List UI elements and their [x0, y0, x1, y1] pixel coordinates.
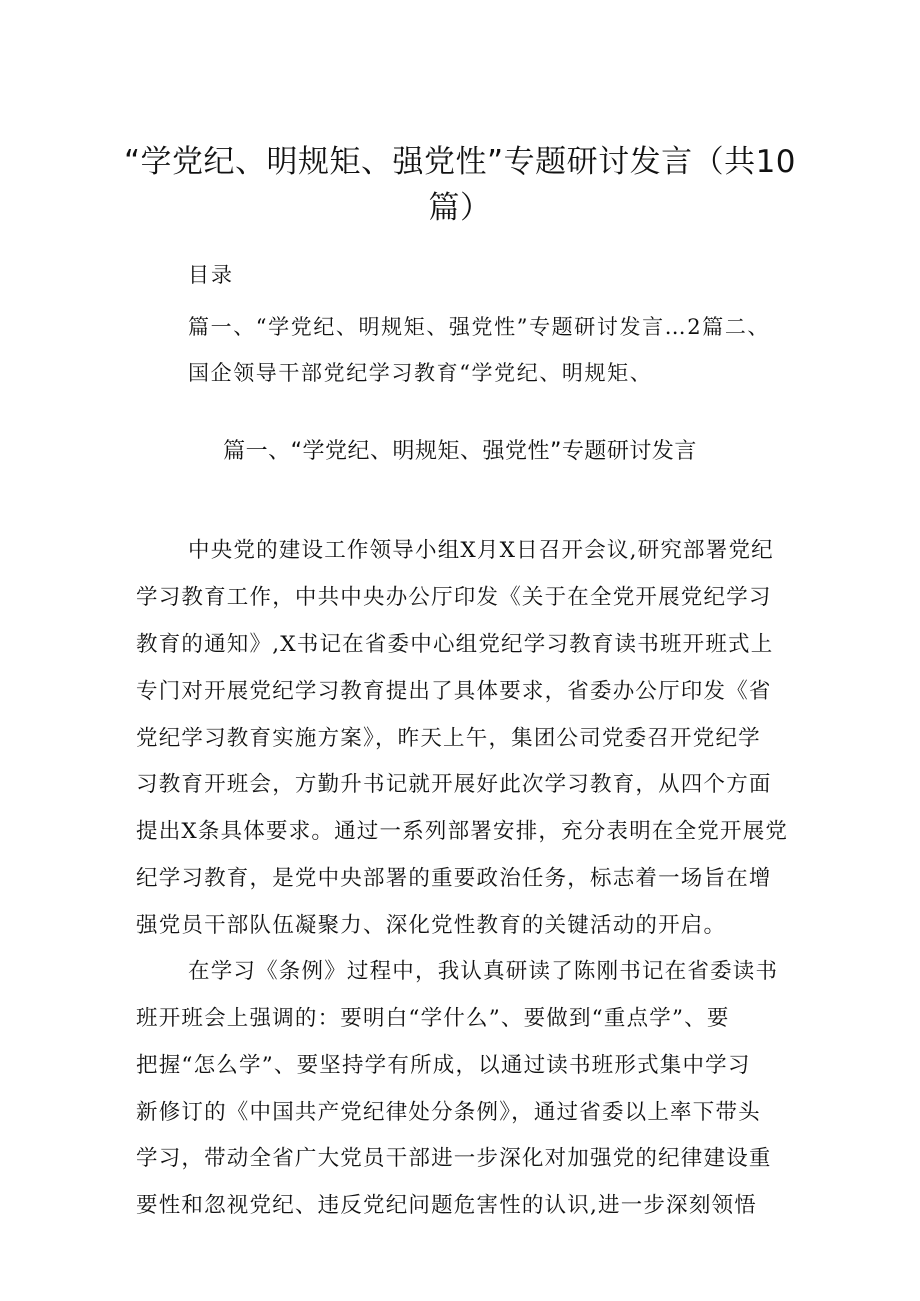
- paragraph-line: 教育的通知》,X书记在省委中心组党纪学习教育读书班开班式上: [136, 632, 774, 657]
- paragraph-line: 专门对开展党纪学习教育提出了具体要求，省委办公厅印发《省: [136, 679, 772, 704]
- paragraph-line: 学习，带动全省广大党员干部进一步深化对加强党的纪律建设重: [136, 1146, 772, 1171]
- paragraph-line: 新修订的《中国共产党纪律处分条例》，通过省委以上率下带头: [136, 1100, 761, 1125]
- paragraph-line: 学习教育工作，中共中央办公厅印发《关于在全党开展党纪学习: [136, 585, 772, 610]
- paragraph-line: 班开班会上强调的：要明白“学什么”、要做到“重点学”、要: [136, 1006, 730, 1031]
- document-title-line-2: 篇）: [428, 190, 492, 226]
- paragraph-line: 习教育开班会，方勤升书记就开展好此次学习教育，从四个方面: [136, 772, 772, 797]
- document-title-line-1: “学党纪、明规矩、强党性”专题研讨发言（共10: [123, 144, 797, 180]
- paragraph-line: 纪学习教育，是党中央部署的重要政治任务，标志着一场旨在增: [136, 866, 772, 891]
- paragraph-line: 党纪学习教育实施方案》，昨天上午，集团公司党委召开党纪学: [136, 726, 761, 751]
- paragraph-line: 强党员干部队伍凝聚力、深化党性教育的关键活动的开启。: [136, 913, 727, 938]
- paragraph-line: 在学习《条例》过程中，我认真研读了陈刚书记在省委读书: [188, 959, 779, 984]
- toc-heading: 目录: [188, 263, 234, 287]
- section-heading: 篇一、“学党纪、明规矩、强党性”专题研讨发言: [223, 439, 697, 464]
- paragraph-line: 要性和忽视党纪、违反党纪问题危害性的认识,进一步深刻领悟: [136, 1193, 757, 1218]
- paragraph-line: 中央党的建设工作领导小组X月X日召开会议,研究部署党纪: [188, 538, 774, 563]
- paragraph-line: 提出X条具体要求。通过一系列部署安排，充分表明在全党开展党: [136, 819, 789, 844]
- toc-entry-line: 国企领导干部党纪学习教育“学党纪、明规矩、: [188, 361, 653, 385]
- paragraph-line: 把握“怎么学”、要坚持学有所成，以通过读书班形式集中学习: [136, 1053, 751, 1078]
- toc-entry-line: 篇一、“学党纪、明规矩、强党性”专题研讨发言…2篇二、: [188, 315, 771, 339]
